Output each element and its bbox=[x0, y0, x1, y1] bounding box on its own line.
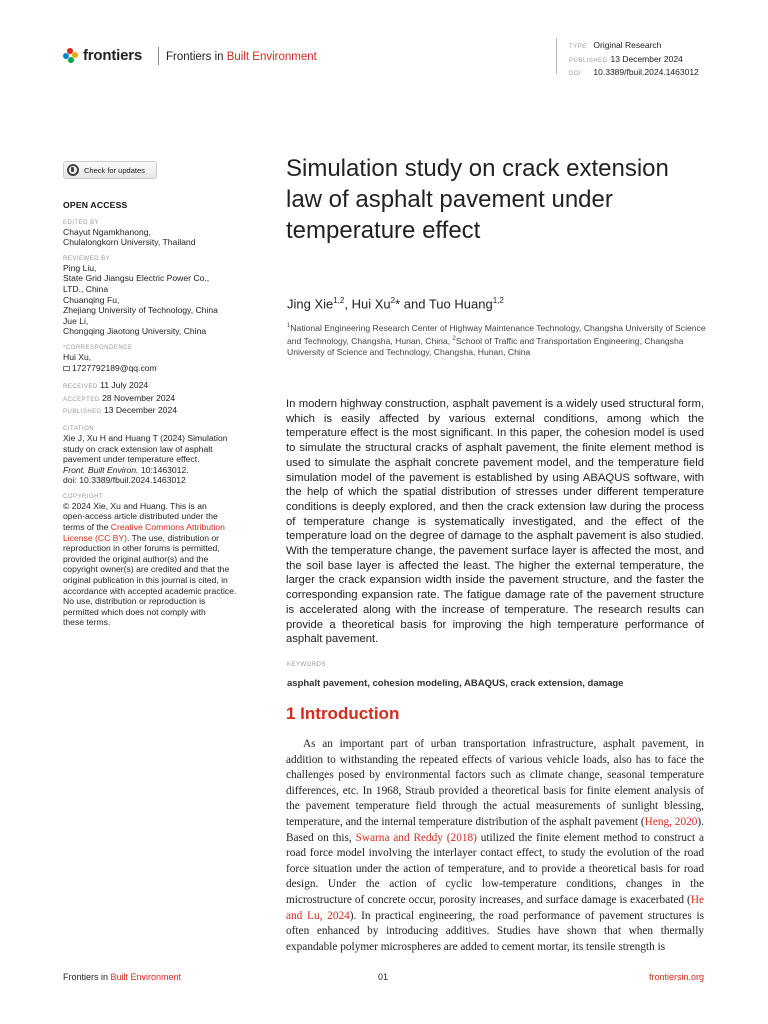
footer-prefix: Frontiers in bbox=[63, 972, 111, 982]
author-affil-sup: 1,2 bbox=[333, 296, 345, 305]
type-label: TYPE bbox=[569, 44, 587, 50]
edited-by-label: EDITED BY bbox=[63, 219, 100, 226]
author-name[interactable]: Tuo Huang bbox=[428, 296, 493, 312]
journal-title: Built Environment bbox=[226, 51, 317, 63]
author-name[interactable]: Jing Xie bbox=[287, 296, 334, 312]
citation-link[interactable]: He and Lu, 2024 bbox=[286, 893, 704, 922]
author-affil-sup: 1,2 bbox=[492, 296, 504, 305]
copyright-line: provided the original author(s) and the bbox=[63, 553, 209, 564]
article-meta bbox=[569, 40, 699, 81]
reviewer-line: Chongqing Jiaotong University, China bbox=[63, 326, 207, 337]
abstract: In modern highway construction, asphalt pavement is a widely used structural form, which is easily affected by various external conditions, among which the temperature effect is the most significant. In this paper, the cohesion model is used to simulate the structural cracks of asphalt pavement, the finite element method is used to simulate the asphalt concrete pavement model, and the temperature field simulation model of the pavement is established by using ABAQUS software, with the help of which the spatial distribution of stresses under different temperature conditions is deeply explored, and then the crack extension law during the process of temperature change is systematically investigated, and the effect of the temperature load on the degree of damage to the asphalt pavement is also studied. With the temperature change, the pavement surface layer is affected the most, and the soil base layer is affected the least. The higher the external temperature, the larger the crack expansion width inside the pavement structure, and the faster the corresponding expansion rate. The fatigue damage rate of the pavement structure is accelerated along with the increase of temperature. The research results can provide a theoretical basis for improving the high temperature performance of asphalt pavement. bbox=[286, 398, 704, 646]
copyright-line: open-access article distributed under the bbox=[63, 511, 218, 522]
mail-icon bbox=[63, 366, 70, 371]
citation-line: pavement under temperature effect. bbox=[63, 454, 200, 465]
affiliation-1: National Engineering Research Center of Highway Maintenance Technology, Changsha University of Science and Technology, Changsha, Hunan, China, bbox=[287, 322, 706, 346]
citation-volume: 10:1463012. bbox=[138, 464, 189, 475]
journal-name[interactable] bbox=[166, 51, 317, 63]
published-date: 13 December 2024 bbox=[610, 53, 683, 64]
footer-journal[interactable] bbox=[63, 972, 181, 982]
accepted-date: 28 November 2024 bbox=[102, 392, 176, 403]
author-affil-sup: 2 bbox=[390, 296, 396, 305]
open-access-label: OPEN ACCESS bbox=[63, 200, 128, 210]
frontiers-logo-icon bbox=[63, 48, 79, 64]
copyright-line: these terms. bbox=[63, 617, 111, 628]
reviewed-by-label: REVIEWED BY bbox=[63, 255, 111, 262]
copyright-line: permitted which does not comply with bbox=[63, 606, 206, 617]
check-updates-button[interactable] bbox=[63, 161, 157, 179]
dates bbox=[63, 380, 253, 418]
received-label: RECEIVED bbox=[63, 384, 98, 391]
correspondence-name: Hui Xu, bbox=[63, 351, 92, 362]
received-date: 11 July 2024 bbox=[100, 380, 149, 391]
article-type: Original Research bbox=[593, 40, 662, 50]
article-title: Simulation study on crack extension law of asphalt pavement under temperature effect bbox=[286, 155, 669, 244]
page-number: 01 bbox=[378, 972, 389, 982]
affiliation-2: School of Traffic and Transportation Engineering, Changsha University of Science and Technology, Changsha, Hunan, China bbox=[287, 335, 684, 357]
citation-label: CITATION bbox=[63, 425, 95, 432]
cc-by-link[interactable]: License (CC BY) bbox=[63, 532, 127, 543]
reviewer-line: Ping Liu, bbox=[63, 262, 97, 273]
citation-line: study on crack extension law of asphalt bbox=[63, 443, 213, 454]
published-date: 13 December 2024 bbox=[103, 405, 177, 416]
reviewer-line: Jue Li, bbox=[63, 315, 89, 326]
sidebar bbox=[63, 200, 253, 628]
reviewer-line: State Grid Jiangsu Electric Power Co., bbox=[63, 273, 210, 284]
intro-text: ). Based on this, bbox=[286, 815, 704, 844]
affiliations: $^1$National Engineering Research Center of Highway Maintenance Technology, Changsha University of Science and Technology, Changsha, Hunan, China, $^2$School of Traffic and Transportation Engineering, Changsha University of Science and Technology, Changsha, Hunan, China bbox=[287, 322, 706, 357]
keywords-label: KEYWORDS bbox=[287, 662, 327, 668]
copyright-line: reproduction in other forums is permitted, bbox=[63, 543, 220, 554]
intro-paragraph bbox=[286, 737, 704, 955]
reviewer-line: Zhejiang University of Technology, China bbox=[63, 305, 218, 316]
author-list bbox=[287, 296, 504, 311]
doi-value[interactable]: 10.3389/fbuil.2024.1463012 bbox=[593, 67, 699, 77]
copyright-label: COPYRIGHT bbox=[63, 493, 104, 500]
intro-text: As an important part of urban transportation infrastructure, asphalt pavement, in addition to withstanding the repeated effects of various vehicle loads, also has to face the challenges posed by environmental factors such as climate change, seasonal temperature differences, etc. In 1968, Straub provided a theoretical basis for finite element analysis of the pavement temperature field through the actual measurements of sunlight blessing, temperature, and the internal temperature distribution of the asphalt pavement ( bbox=[286, 738, 704, 828]
accepted-label: ACCEPTED bbox=[63, 396, 100, 403]
check-updates-label: Check for updates bbox=[84, 165, 145, 175]
keywords: asphalt pavement, cohesion modeling, ABAQUS, crack extension, damage bbox=[287, 678, 624, 689]
reviewer-line: Chuanqing Fu, bbox=[63, 294, 120, 305]
header-divider bbox=[158, 47, 159, 65]
logo-text: frontiers bbox=[83, 47, 143, 64]
copyright-line: No use, distribution or reproduction is bbox=[63, 596, 206, 607]
citation-doi[interactable]: doi: 10.3389/fbuil.2024.1463012 bbox=[63, 475, 186, 486]
copyright-line: original publication in this journal is cited, in bbox=[63, 575, 228, 586]
copyright-line: terms of the bbox=[63, 522, 111, 533]
cc-license-link[interactable]: Creative Commons Attribution bbox=[110, 522, 225, 533]
doi-label: DOI bbox=[569, 71, 582, 77]
author-sep: , bbox=[344, 296, 352, 312]
copyright-line: copyright owner(s) are credited and that the bbox=[63, 564, 230, 575]
published-label: PUBLISHED bbox=[569, 57, 608, 64]
citation-link[interactable]: Swarna and Reddy (2018) bbox=[355, 831, 477, 844]
section-heading: 1 Introduction bbox=[286, 704, 400, 723]
editor-name: Chayut Ngamkhanong, bbox=[63, 226, 151, 237]
footer-site-link[interactable]: frontiersin.org bbox=[648, 972, 704, 982]
citation-link[interactable]: Heng, 2020 bbox=[644, 815, 698, 828]
correspondence-label: *CORRESPONDENCE bbox=[63, 344, 133, 351]
citation-journal: Front. Built Environ. bbox=[63, 464, 139, 475]
intro-text: ). In practical engineering, the road performance of pavement structures is often enhanced by introducing additives. Studies have shown that when thermally expandable polymer microspheres are added to cement mortar, its tensile strength is bbox=[286, 909, 704, 953]
editor-affiliation: Chulalongkorn University, Thailand bbox=[63, 237, 196, 248]
intro-text: utilized the finite element method to construct a road force model involving the interlayer contact effect, to study the evolution of the road force situation under the action of temperature, and to provide a theoretical basis for road design. Under the action of cyclic low-temperature conditions, changes in the microstructure of concrete occur, porosity increases, and surface damage is exacerbated ( bbox=[286, 831, 704, 906]
reviewer-line: LTD., China bbox=[63, 283, 109, 294]
frontiers-logo[interactable] bbox=[63, 47, 142, 64]
published-label: PUBLISHED bbox=[63, 409, 102, 416]
copyright-line: . The use, distribution or bbox=[127, 532, 220, 543]
footer-journal-name: Built Environment bbox=[110, 972, 182, 982]
author-name[interactable]: Hui Xu bbox=[351, 296, 391, 312]
author-sep: * and bbox=[395, 296, 429, 312]
copyright-line: © 2024 Xie, Xu and Huang. This is an bbox=[63, 500, 207, 511]
citation-line: Xie J, Xu H and Huang T (2024) Simulation bbox=[63, 432, 228, 443]
correspondence-email[interactable]: 1727792189@qq.com bbox=[72, 362, 157, 373]
check-updates-icon bbox=[67, 164, 79, 176]
journal-prefix: Frontiers in bbox=[166, 51, 227, 63]
meta-divider bbox=[556, 38, 557, 74]
copyright-line: accordance with accepted academic practice. bbox=[63, 585, 237, 596]
